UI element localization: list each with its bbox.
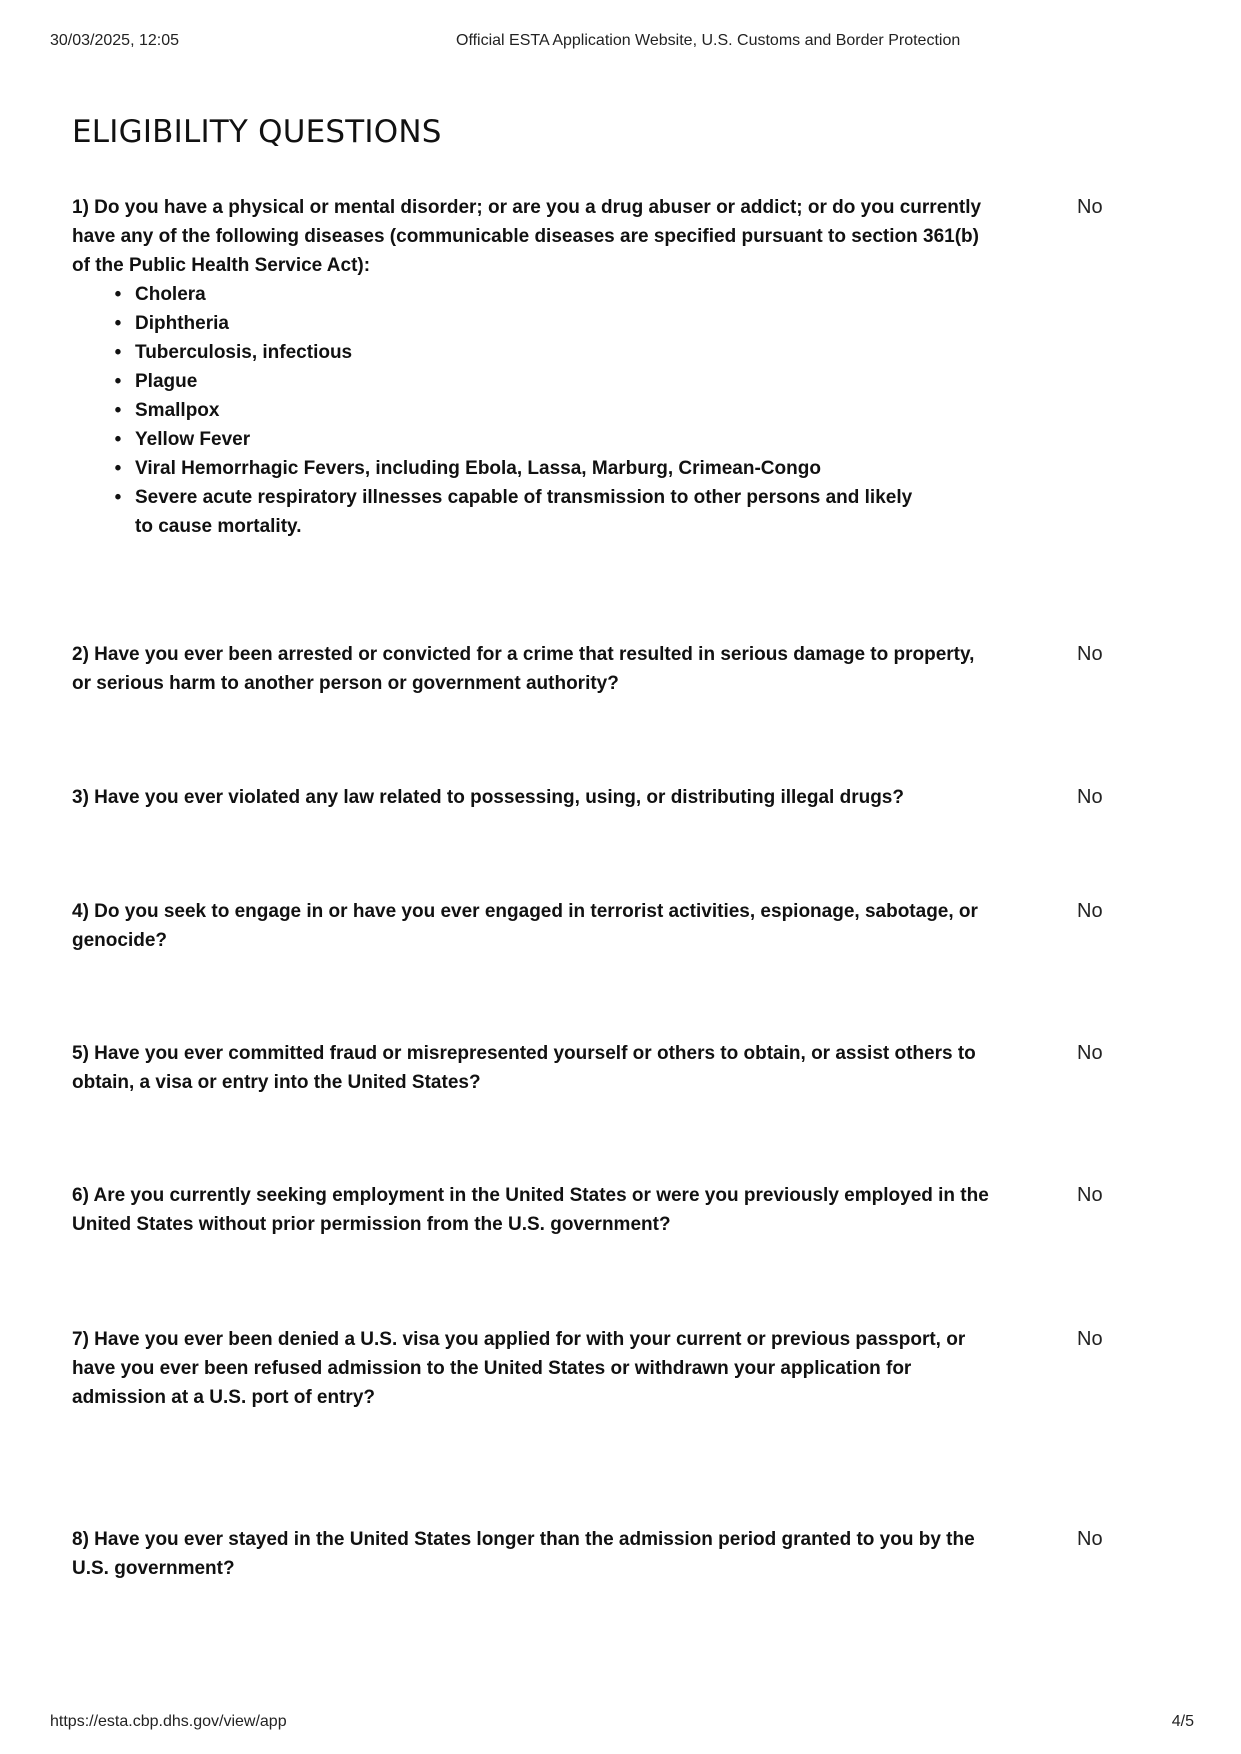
disease-label: Cholera [135,284,206,305]
page-title: ELIGIBILITY QUESTIONS [72,114,442,150]
list-item [114,367,935,396]
list-item [114,396,935,425]
bullet-icon: • [114,342,122,363]
list-item [114,454,935,483]
question-text: 6) Are you currently seeking employment in the United States or were you previously employed in the United States without prior permission from the U.S. government? [72,1185,989,1235]
list-item [114,280,935,309]
answer-question-3: No [1077,786,1103,808]
bullet-icon: • [114,400,122,421]
answer-question-6: No [1077,1184,1103,1206]
print-url: https://esta.cbp.dhs.gov/view/app [50,1713,287,1730]
answer-question-5: No [1077,1042,1103,1064]
question-text: 8) Have you ever stayed in the United States longer than the admission period granted to you by the U.S. government? [72,1529,975,1579]
question-text: 7) Have you ever been denied a U.S. visa you applied for with your current or previous passport, or have you ever been refused admission to the United States or withdrawn your application for admission at a U.S. port of entry? [72,1329,966,1408]
disease-label: Severe acute respiratory illnesses capable of transmission to other persons and likely to cause mortality. [135,487,913,537]
question-text: 3) Have you ever violated any law related to possessing, using, or distributing illegal drugs? [72,787,904,808]
disease-list [72,280,992,541]
print-datetime: 30/03/2025, 12:05 [50,32,180,49]
bullet-icon: • [114,371,122,392]
answer-question-8: No [1077,1528,1103,1550]
list-item [114,425,935,454]
answer-question-1: No [1077,196,1103,218]
page-number: 4/5 [1171,1713,1194,1730]
question-text: 1) Do you have a physical or mental disorder; or are you a drug abuser or addict; or do you currently have any of the following diseases (communicable diseases are specified pursuant to section 361(b) of the Public Health Service Act): [72,197,982,276]
list-item [114,483,935,541]
answer-question-7: No [1077,1328,1103,1350]
disease-label: Diphtheria [135,313,229,334]
disease-label: Yellow Fever [135,429,251,450]
eligibility-question-5 [72,1039,992,1097]
eligibility-question-3 [72,783,992,812]
eligibility-question-7 [72,1325,992,1412]
disease-label: Plague [135,371,198,392]
bullet-icon: • [114,284,122,305]
bullet-icon: • [114,458,122,479]
list-item [114,338,935,367]
print-page-title: Official ESTA Application Website, U.S. Customs and Border Protection [456,32,961,49]
bullet-icon: • [114,429,122,450]
bullet-icon: • [114,487,122,508]
eligibility-question-4 [72,897,992,955]
question-text: 5) Have you ever committed fraud or misrepresented yourself or others to obtain, or assist others to obtain, a visa or entry into the United States? [72,1043,976,1093]
answer-question-4: No [1077,900,1103,922]
question-text: 4) Do you seek to engage in or have you ever engaged in terrorist activities, espionage, sabotage, or genocide? [72,901,978,951]
disease-label: Tuberculosis, infectious [135,342,353,363]
eligibility-question-6 [72,1181,992,1239]
disease-label: Smallpox [135,400,220,421]
list-item [114,309,935,338]
question-text: 2) Have you ever been arrested or convicted for a crime that resulted in serious damage to property, or serious harm to another person or government authority? [72,644,975,694]
eligibility-question-8 [72,1525,992,1583]
answer-question-2: No [1077,643,1103,665]
bullet-icon: • [114,313,122,334]
disease-label: Viral Hemorrhagic Fevers, including Ebola, Lassa, Marburg, Crimean-Congo [135,458,821,479]
eligibility-question-2 [72,640,992,698]
eligibility-question-1 [72,193,992,541]
